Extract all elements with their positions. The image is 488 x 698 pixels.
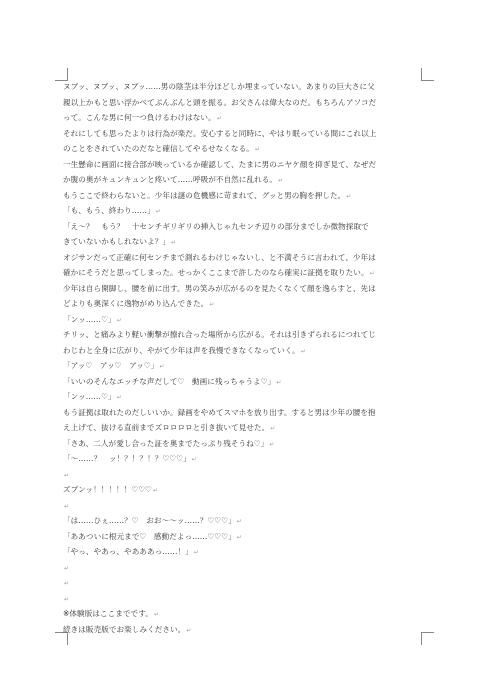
line-text: ※体験版はここまでです。 [63, 609, 153, 618]
line-text: 「ンッ……♡」 [63, 392, 116, 401]
paragraph-mark-icon: ↵ [254, 146, 260, 153]
paragraph-line [63, 98, 433, 108]
paragraph-line [63, 191, 433, 201]
line-text: 「ンッ……♡」 [63, 314, 116, 324]
line-text: のことをされていたのだなと確信してやるせなくなる。 [63, 144, 254, 153]
paragraph-mark-icon: ↵ [300, 347, 306, 355]
paragraph-line [63, 284, 433, 294]
paragraph-line [63, 206, 433, 216]
paragraph-line [63, 485, 433, 495]
crop-mark-top-left [55, 68, 68, 81]
line-text: 「いいのそんなエッチな声だして♡ 動画に残っちゃうよ♡」 [63, 376, 276, 386]
line-text: 「は……ひぇ……？♡ おお～～ッ……？♡♡♡」 [63, 516, 236, 525]
paragraph-line [63, 454, 433, 464]
paragraph-mark-icon: ↵ [64, 564, 70, 572]
line-text: 「やっ、やあっ、やあああっ……！」 [63, 547, 193, 556]
paragraph-mark-icon: ↵ [116, 316, 122, 324]
paragraph-line [63, 113, 433, 123]
paragraph-line [63, 392, 433, 402]
paragraph-mark-icon: ↵ [216, 115, 222, 122]
paragraph-mark-icon: ↵ [269, 440, 275, 448]
paragraph-line [63, 346, 433, 356]
paragraph-line [63, 222, 433, 232]
paragraph-line [63, 82, 433, 92]
line-text: それにしても思ったよりは行為が楽だ。安心すると同時に、やはり眠っている間にこれ以上 [63, 128, 377, 138]
line-text: 「アッ♡ アッ♡ アッ♡」 [63, 361, 159, 370]
line-text: わじわと全身に広がり、やがて少年は声を我慢できなくなっていく。 [63, 345, 300, 355]
paragraph-mark-icon: ↵ [191, 456, 197, 463]
line-text: って。こんな男に何一つ負けるわけはない。 [63, 113, 216, 122]
line-text: え上げて、抜ける直前までズロロロロと引き抜いて見せた。 [63, 423, 270, 432]
paragraph-mark-icon: ↵ [346, 192, 352, 200]
paragraph-mark-icon: ↵ [193, 549, 199, 556]
line-text: 一生懸命に画面に接合部が映っているか確認して、たまに男のニヤケ顔を抑ぎ見て、なぜだ [63, 159, 377, 169]
line-text: オジサンだって正確に何センチまで測れるわけじゃないし、と不満そうに言われて、少年は [63, 252, 376, 262]
paragraph-line [63, 470, 433, 480]
line-text: ズブンッ！！！！！♡♡♡ [63, 485, 152, 494]
paragraph-line [63, 408, 433, 418]
paragraph-line [63, 268, 433, 278]
line-text: 親以上かもと思い浮かべてぶんぶんと頭を振る。お父さんは偉大なのだ。もちろんアソコだ [63, 97, 377, 107]
line-text: どよりも奥深くに逸物がめり込んできた。 [63, 299, 209, 308]
paragraph-line [63, 175, 433, 185]
paragraph-mark-icon: ↵ [64, 595, 70, 603]
paragraph-mark-icon: ↵ [278, 177, 284, 184]
line-text: 「～……？ ッ！？！？！？♡♡♡」 [63, 454, 191, 463]
line-text: 「え～？ もう？ 十センチギリギリの挿入じゃ九センチ辺りの部分までしか微物採取で [63, 221, 369, 231]
line-text: 続きは販売版でお楽しみください。 [63, 624, 186, 634]
line-text: チリッ、と痛みより軽い衝撃が擦れ合った場所から広がる。それは引きずられるにつれてじ [63, 330, 376, 339]
paragraph-line [63, 625, 433, 635]
line-text: か腹の奥がキュンキュンと疼いて……呼吸が不自然に乱れる。 [63, 175, 278, 184]
paragraph-mark-icon: ↵ [276, 378, 282, 386]
paragraph-mark-icon: ↵ [153, 611, 159, 618]
crop-mark-top-right [421, 68, 434, 81]
paragraph-mark-icon: ↵ [236, 533, 242, 541]
paragraph-line [63, 439, 433, 449]
paragraph-line [63, 594, 433, 604]
paragraph-mark-icon: ↵ [171, 239, 177, 246]
paragraph-line [63, 237, 433, 247]
paragraph-line [63, 330, 433, 340]
line-text: きていないかもしれないよ？」 [63, 237, 171, 246]
paragraph-mark-icon: ↵ [186, 626, 192, 634]
line-text: もうここで終わらないと。少年は謎の危機感に苛まれて、グッと男の胸を押した。 [63, 190, 346, 200]
paragraph-line [63, 253, 433, 263]
paragraph-line [63, 361, 433, 371]
paragraph-line [63, 315, 433, 325]
paragraph-line [63, 516, 433, 526]
paragraph-mark-icon: ↵ [155, 208, 161, 215]
paragraph-line [63, 547, 433, 557]
paragraph-line [63, 144, 433, 154]
paragraph-line [63, 578, 433, 588]
line-text: 確かにそうだと思ってしまった。せっかくここまで許したのなら確実に証拠を取りたい。 [63, 268, 369, 277]
paragraph-line [63, 377, 433, 387]
paragraph-line [63, 299, 433, 309]
paragraph-mark-icon: ↵ [152, 487, 158, 494]
line-text: ヌブッ、ヌブッ、ヌブッ……男の陰茎は半分ほどしか埋まっていない。あまりの巨大さに父 [63, 82, 375, 91]
paragraph-mark-icon: ↵ [64, 471, 70, 479]
paragraph-mark-icon: ↵ [64, 580, 70, 587]
line-text: 少年は自ら開脚し、腰を前に出す。男の笑みが広がるのを見たくなくて顔を逸らすと、先は [63, 283, 376, 293]
paragraph-mark-icon: ↵ [116, 394, 122, 401]
paragraph-line [63, 609, 433, 619]
line-text: 「も、もう、終わり……」 [63, 206, 155, 215]
paragraph-mark-icon: ↵ [159, 363, 165, 370]
paragraph-line [63, 563, 433, 573]
line-text: 「ああついに根元まで♡ 感動だよっ……♡♡♡」 [63, 531, 236, 541]
paragraph-line [63, 532, 433, 542]
paragraph-mark-icon: ↵ [369, 270, 375, 277]
paragraph-mark-icon: ↵ [64, 502, 70, 510]
paragraph-mark-icon: ↵ [270, 425, 276, 432]
line-text: 「さあ、二人が愛し合った証を奥までたっぷり残そうね♡」 [63, 438, 269, 448]
paragraph-line [63, 160, 433, 170]
paragraph-line [63, 501, 433, 511]
paragraph-mark-icon: ↵ [209, 301, 215, 308]
line-text: もう証拠は取れたのだしいいか。録画をやめてスマホを放り出す。すると男は少年の腰を抱 [63, 407, 376, 417]
paragraph-mark-icon: ↵ [236, 518, 242, 525]
paragraph-line [63, 129, 433, 139]
paragraph-line [63, 423, 433, 433]
document-body[interactable] [63, 82, 433, 635]
